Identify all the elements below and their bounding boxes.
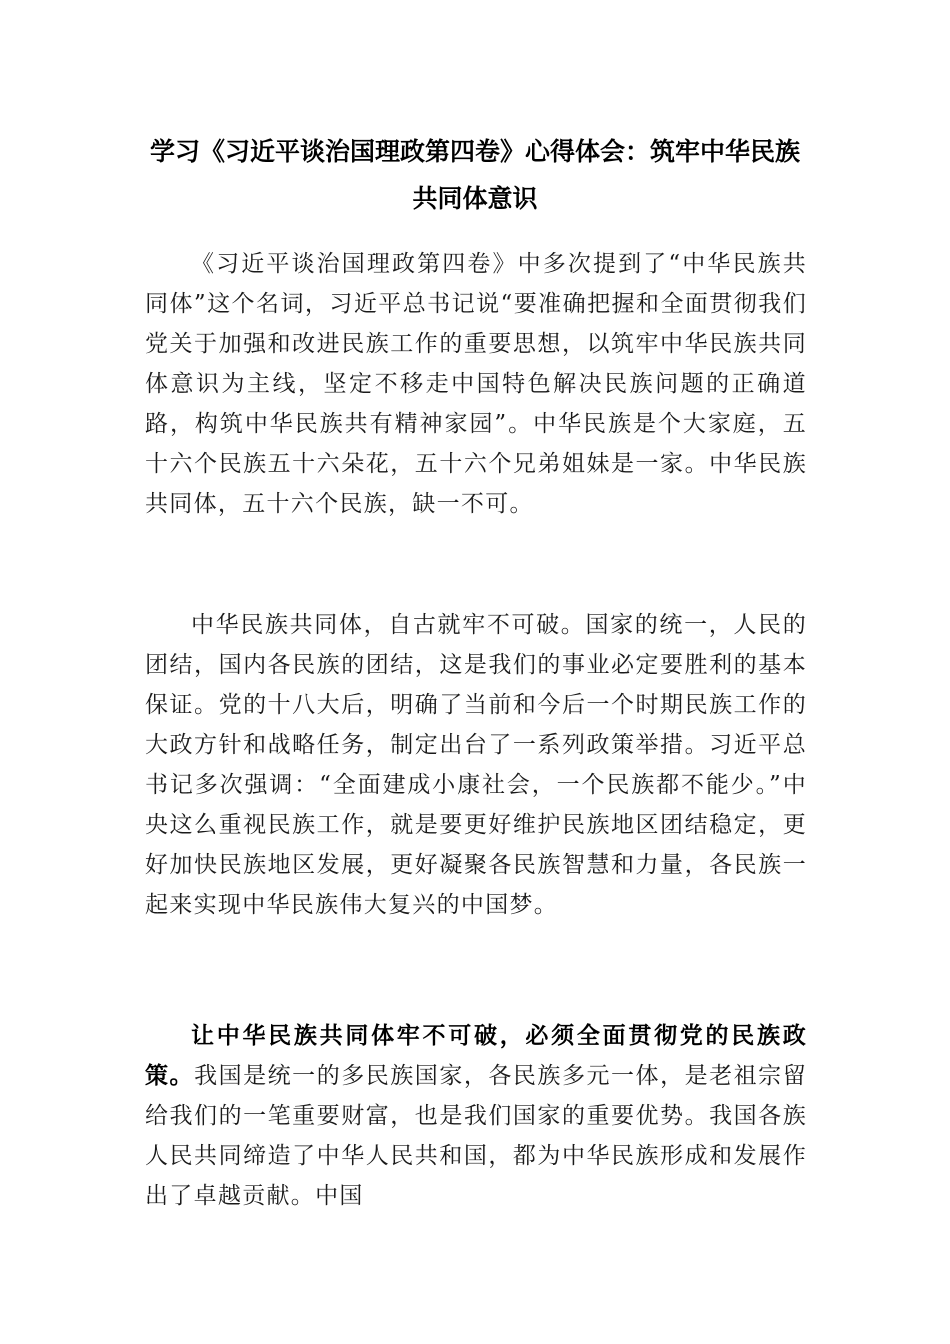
paragraph-3-text: 我国是统一的多民族国家，各民族多元一体，是老祖宗留给我们的一笔重要财富，也是我们国家的重要优势。我国各族人民共同缔造了中华人民共和国，都为中华民族形成和发展作出了卓越贡献。中国 <box>145 1063 807 1209</box>
paragraph-3-lead: 让中华民族共同体牢不可破，必须全面贯彻党的民族政策。 <box>145 1023 807 1089</box>
paragraph-2-text: 中华民族共同体，自古就牢不可破。国家的统一，人民的团结，国内各民族的团结，这是我们的事业必定要胜利的基本保证。党的十八大后，明确了当前和今后一个时期民族工作的大政方针和战略任务，制定出台了一系列政策举措。习近平总书记多次强调：“全面建成小康社会，一个民族都不能少。”中央这么重视民族工作，就是要更好维护民族地区团结稳定，更好加快民族地区发展，更好凝聚各民族智慧和力量，各民族一起来实现中华民族伟大复兴的中国梦。 <box>145 612 807 918</box>
paragraph-1 <box>145 244 807 524</box>
paragraph-1-text: 《习近平谈治国理政第四卷》中多次提到了“中华民族共同体”这个名词，习近平总书记说“要准确把握和全面贯彻我们党关于加强和改进民族工作的重要思想，以筑牢中华民族共同体意识为主线，坚定不移走中国特色解决民族问题的正确道路，构筑中华民族共有精神家园”。中华民族是个大家庭，五十六个民族五十六朵花，五十六个兄弟姐妹是一家。中华民族共同体，五十六个民族，缺一不可。 <box>145 251 807 517</box>
paragraph-2 <box>145 605 807 925</box>
document-title: 学习《习近平谈治国理政第四卷》心得体会：筑牢中华民族共同体意识 <box>149 137 800 213</box>
paragraph-3 <box>145 1016 807 1216</box>
